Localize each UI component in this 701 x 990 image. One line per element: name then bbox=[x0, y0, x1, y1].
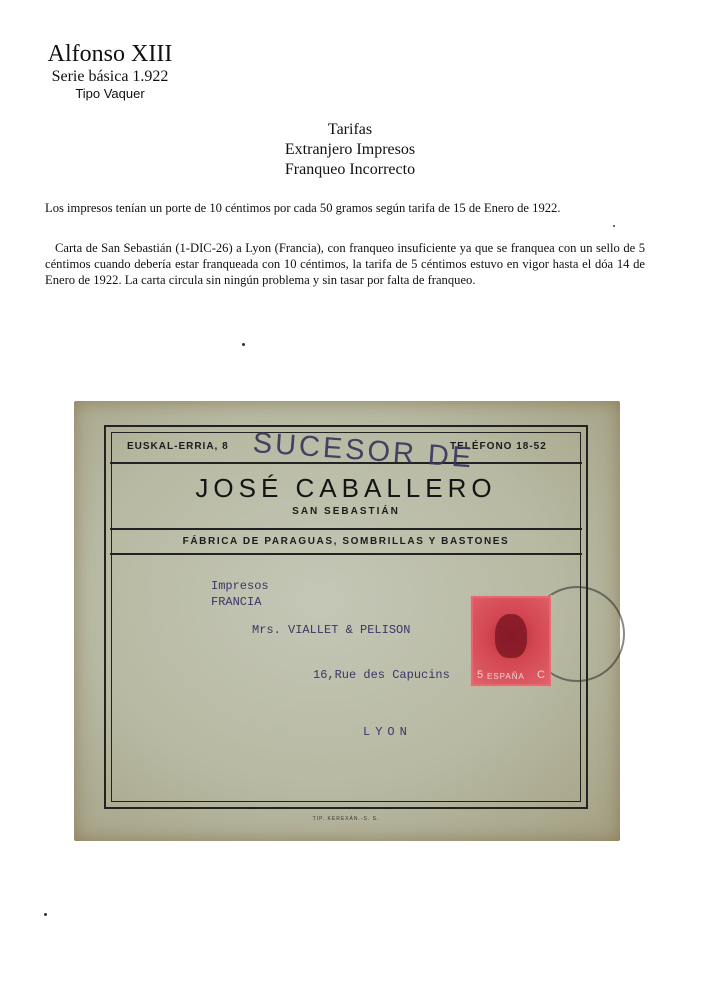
divider-bottom bbox=[110, 553, 582, 555]
factory-description: FÁBRICA DE PARAGUAS, SOMBRILLAS Y BASTONES bbox=[182, 536, 510, 547]
envelope bbox=[74, 401, 620, 841]
typed-recipient: Mrs. VIALLET & PELISON bbox=[252, 623, 411, 637]
stamp-country: ESPAÑA bbox=[487, 672, 525, 681]
speck-dot bbox=[44, 913, 47, 916]
section-line-status: Franqueo Incorrecto bbox=[284, 161, 416, 178]
divider-middle bbox=[110, 528, 582, 530]
company-name: JOSÉ CABALLERO bbox=[195, 473, 497, 503]
postage-stamp bbox=[473, 598, 549, 684]
type-label: Tipo Vaquer bbox=[75, 86, 145, 101]
company-city: SAN SEBASTIÁN bbox=[292, 506, 400, 517]
page-title: Alfonso XIII bbox=[47, 41, 173, 67]
typed-street: 16,Rue des Capucins bbox=[313, 668, 450, 682]
typed-city: LYON bbox=[363, 725, 412, 739]
printer-imprint: TIP. KEREXÁN.-S. S. bbox=[312, 816, 380, 822]
speck-dot bbox=[613, 225, 615, 227]
sender-phone: TELÉFONO 18-52 bbox=[450, 441, 547, 452]
typed-country: FRANCIA bbox=[211, 595, 262, 609]
section-title bbox=[200, 120, 500, 180]
typed-impresos: Impresos bbox=[211, 579, 269, 593]
description-paragraph: Carta de San Sebastián (1-DIC-26) a Lyon (Francia), con franqueo insuficiente ya que se franquea con un sello de 5 céntimos cuando debería estar franqueada con 10 céntimos, la tarifa de 5 céntimos estuvo en vigor hasta el dóa 14 de Enero de 1922. La carta circula sin ningún problema y sin tasar por falta de franqueo. bbox=[45, 241, 645, 288]
section-line-category: Extranjero Impresos bbox=[284, 141, 416, 158]
series-subtitle: Serie básica 1.922 bbox=[51, 68, 169, 85]
king-portrait-icon bbox=[495, 614, 527, 658]
intro-paragraph: Los impresos tenían un porte de 10 céntimos por cada 50 gramos según tarifa de 15 de Enero de 1922. bbox=[45, 201, 561, 215]
stamp-cents: C bbox=[537, 669, 545, 681]
section-line-tarifas: Tarifas bbox=[327, 121, 373, 138]
page-header bbox=[0, 40, 220, 102]
successor-handstamp: SUCESOR DE bbox=[251, 427, 476, 475]
stamp-value: 5 bbox=[477, 669, 484, 681]
sender-address: EUSKAL-ERRIA, 8 bbox=[127, 441, 229, 452]
speck-dot bbox=[242, 343, 245, 346]
